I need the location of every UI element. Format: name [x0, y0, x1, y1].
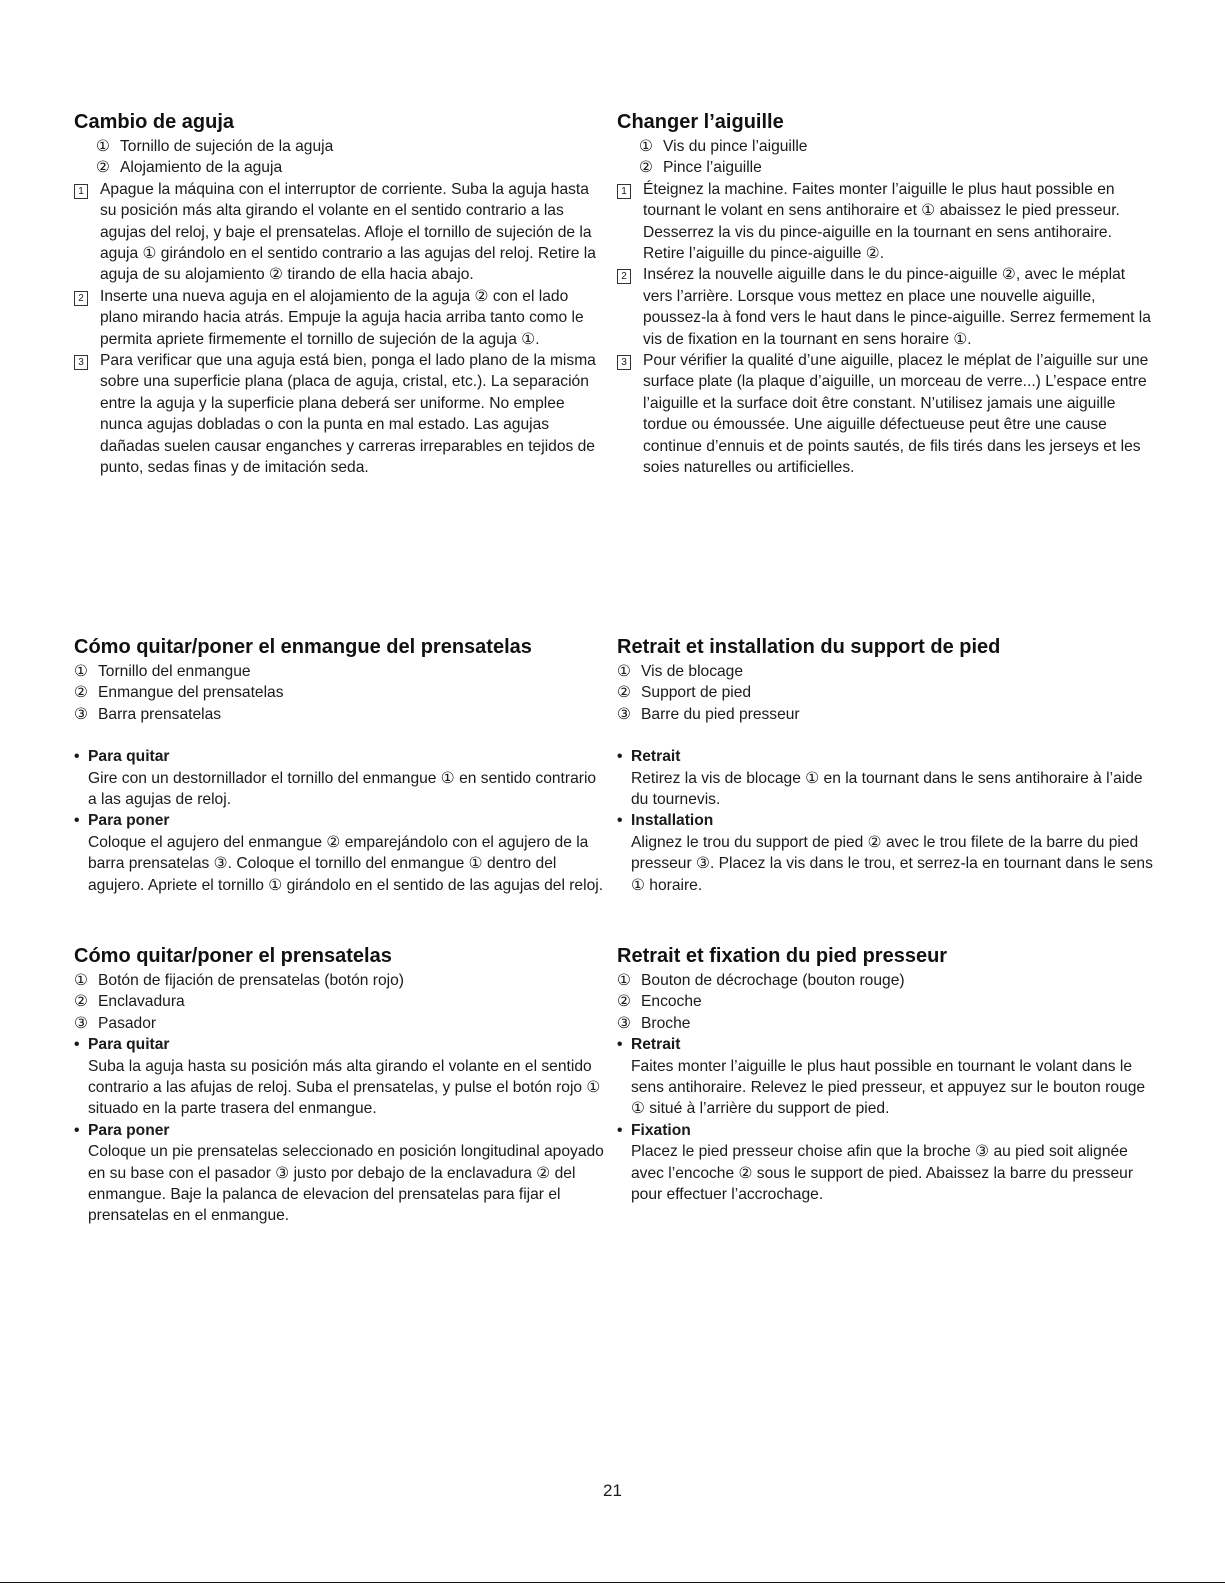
remove-text: Suba la aguja hasta su posición más alta girando el volante en el sentido contrario a las afujas de reloj. Suba el prensatelas, y pulse el botón rojo ① situado en la parte trasera del enmangue.: [88, 1057, 601, 1118]
step-2: 2 Insérez la nouvelle aiguille dans le du pince-aiguille ②, avec le méplat vers l’arrière. Lorsque vous mettez en place une nouvelle aiguille, poussez-la à fond vers le haut dans le pince-aiguille. Serrez fermement la vis de fixation en la tournant en sens horaire ①.: [617, 264, 1157, 350]
bottom-rule: [0, 1582, 1225, 1583]
step-2: 2 Inserte una nueva aguja en el alojamiento de la aguja ② con el lado plano mirando hacia atrás. Empuje la aguja hacia arriba tanto como le permita apriete firmemente el tornillo de sujeción de la aguja ①.: [74, 286, 604, 350]
attach-heading: • Para poner: [74, 1121, 170, 1139]
legend-list: [617, 136, 1157, 179]
legend-item: ② Encoche: [617, 993, 702, 1011]
attach-text: Placez le pied presseur choise afin que la broche ③ au pied soit alignée avec l’encoche ② sous le support de pied. Abaissez la barre du presseur pour effectuer l’accrochage.: [631, 1143, 1134, 1204]
attach-heading: • Fixation: [617, 1121, 691, 1139]
legend-item: ① Vis de blocage: [617, 663, 744, 680]
step-3: 3 Pour vérifier la qualité d’une aiguille, placez le méplat de l’aiguille sur une surface plate (la plaque d’aiguille, un morceau de verre...) L’espace entre l’aiguille et la surface doit être constant. N’utilisez jamais une aiguille tordue ou émoussée. Une aiguille défectueuse peut être une cause continue d’ennuis et de points sautés, de fils tirés dans les jerseys et les soies naturelles ou artificielles.: [617, 350, 1157, 478]
fr-shank-section: [617, 635, 1157, 896]
legend-item: ① Vis du pince l’aiguille: [639, 138, 808, 155]
remove-heading: • Para quitar: [74, 748, 170, 766]
remove-heading: • Retrait: [617, 748, 681, 766]
attach-heading: • Installation: [617, 812, 714, 830]
section-title: Cambio de aguja: [74, 111, 235, 133]
legend-item: ③ Barre du pied presseur: [617, 705, 800, 723]
fr-needle-section: [617, 110, 1157, 479]
section-title: Retrait et installation du support de pied: [617, 636, 1001, 658]
legend-item: ① Tornillo de sujeción de la aguja: [96, 138, 334, 155]
section-title: Changer l’aiguille: [617, 111, 784, 133]
section-title: Retrait et fixation du pied presseur: [617, 945, 948, 967]
section-title: Cómo quitar/poner el prensatelas: [74, 945, 392, 967]
attach-text: Alignez le trou du support de pied ② avec le trou filete de la barre du pied presseur ③. Placez la vis dans le trou, et serrez-la en tournant dans le sens ① horaire.: [631, 833, 1153, 894]
legend-item: ① Bouton de décrochage (bouton rouge): [617, 972, 905, 989]
legend-item: ③ Broche: [617, 1014, 691, 1032]
step-1: 1 Apague la máquina con el interruptor de corriente. Suba la aguja hasta su posición más alta girando el volante en el sentido contrario a las agujas del reloj, y baje el prensatelas. Afloje el tornillo de sujeción de la aguja ① girándolo en el sentido contrario a las agujas del reloj. Retire la aguja de su alojamiento ② tirando de ella hacia abajo.: [74, 179, 604, 286]
legend-item: ③ Pasador: [74, 1014, 157, 1032]
section-title: Cómo quitar/poner el enmangue del prensatelas: [74, 636, 532, 658]
legend-item: ③ Barra prensatelas: [74, 705, 222, 723]
step-3: 3 Para verificar que una aguja está bien, ponga el lado plano de la misma sobre una superficie plana (placa de aguja, cristal, etc.). La separación entre la aguja y la superficie plana deberá ser uniforme. No emplee nunca agujas dobladas o con la punta en mal estado. Las agujas dañadas suelen causar enganches y carreras irreparables en tejidos de punto, sedas finas y de imitación seda.: [74, 350, 604, 478]
attach-text: Coloque el agujero del enmangue ② emparejándolo con el agujero de la barra prensatelas ③. Coloque el tornillo del enmangue ① dentro del agujero. Apriete el tornillo ① girándolo en el sentido de las agujas del reloj.: [88, 833, 604, 894]
attach-heading: • Para poner: [74, 812, 170, 830]
legend-item: ② Support de pied: [617, 684, 752, 702]
legend-item: ② Enclavadura: [74, 993, 185, 1011]
attach-text: Coloque un pie prensatelas seleccionado en posición longitudinal apoyado en su base con el pasador ③ justo por debajo de la enclavadura ② del enmangue. Baje la palanca de elevacion del prensatelas para fijar el prensatelas en el enmangue.: [88, 1143, 604, 1225]
step-number-box: 2: [617, 269, 631, 284]
es-shank-section: [74, 635, 604, 896]
legend-item: ② Enmangue del prensatelas: [74, 684, 284, 702]
step-number-box: 3: [74, 355, 88, 370]
step-number-box: 1: [617, 184, 631, 199]
legend-item: ① Tornillo del enmangue: [74, 663, 251, 680]
remove-heading: • Para quitar: [74, 1036, 170, 1054]
legend-item: ① Botón de fijación de prensatelas (botón rojo): [74, 972, 405, 989]
legend-list: [74, 136, 604, 179]
es-foot-section: [74, 944, 604, 1227]
remove-text: Gire con un destornillador el tornillo del enmangue ① en sentido contrario a las agujas de reloj.: [88, 769, 597, 809]
legend-item: ② Pince l’aiguille: [639, 159, 762, 177]
step-number-box: 2: [74, 291, 88, 306]
step-number-box: 1: [74, 184, 88, 199]
remove-text: Faites monter l’aiguille le plus haut possible en tournant le volant dans le sens antihoraire. Relevez le pied presseur, et appuyez sur le bouton rouge ① situé à l’arrière du support de pied.: [631, 1057, 1146, 1118]
remove-text: Retirez la vis de blocage ① en la tournant dans le sens antihoraire à l’aide du tournevis.: [631, 769, 1143, 809]
step-number-box: 3: [617, 355, 631, 370]
legend-item: ② Alojamiento de la aguja: [96, 159, 283, 177]
es-needle-section: [74, 110, 604, 479]
remove-heading: • Retrait: [617, 1036, 681, 1054]
fr-foot-section: [617, 944, 1157, 1205]
page-number: 21: [603, 1481, 622, 1500]
step-1: 1 Éteignez la machine. Faites monter l’aiguille le plus haut possible en tournant le volant en sens antihoraire et ① abaissez le pied presseur. Desserrez la vis du pince-aiguille en la tournant en sens antihoraire. Retire l’aiguille du pince-aiguille ②.: [617, 179, 1157, 265]
